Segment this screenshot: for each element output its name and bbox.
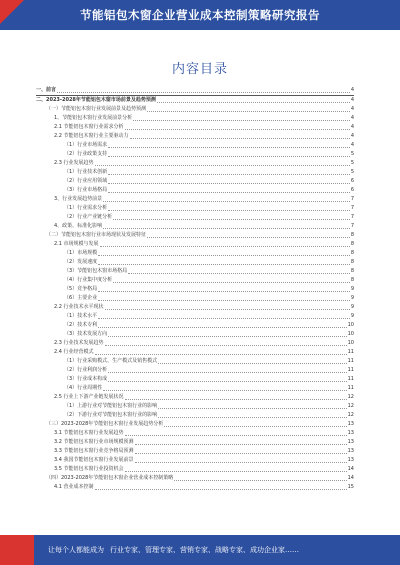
toc-leader-dots xyxy=(108,335,346,337)
toc-entry-page: 5 xyxy=(350,160,354,166)
toc-entry-page: 13 xyxy=(347,421,354,427)
toc-leader-dots xyxy=(57,91,350,93)
toc-entry[interactable] xyxy=(36,96,354,105)
toc-entry-label: （3）行业市场格局 xyxy=(64,187,108,193)
toc-leader-dots xyxy=(100,245,350,247)
toc-entry-page: 7 xyxy=(350,196,354,202)
toc-leader-dots xyxy=(113,281,350,283)
toc-entry[interactable] xyxy=(36,267,354,276)
toc-leader-dots xyxy=(98,299,350,301)
toc-entry-page: 4 xyxy=(350,97,354,103)
toc-entry-label: 2.4 行业经营模式 xyxy=(54,349,94,355)
toc-entry[interactable] xyxy=(36,321,354,330)
toc-entry[interactable] xyxy=(36,294,354,303)
toc-entry-page: 9 xyxy=(350,286,354,292)
toc-leader-dots xyxy=(125,470,347,472)
toc-entry-page: 11 xyxy=(347,376,354,382)
toc-entry-label: （1）行业市场需求 xyxy=(64,142,108,148)
toc-leader-dots xyxy=(105,344,347,346)
toc-leader-dots xyxy=(103,227,350,229)
toc-entry[interactable] xyxy=(36,438,354,447)
toc-entry-page: 11 xyxy=(347,385,354,391)
toc-leader-dots xyxy=(103,389,346,391)
toc-entry[interactable] xyxy=(36,132,354,141)
toc-entry-page: 11 xyxy=(347,349,354,355)
toc-leader-dots xyxy=(174,479,346,481)
toc-entry[interactable] xyxy=(36,186,354,195)
toc-entry[interactable] xyxy=(36,86,354,95)
toc-leader-dots xyxy=(113,218,350,220)
toc-leader-dots xyxy=(95,353,347,355)
toc-entry-page: 8 xyxy=(350,259,354,265)
toc-entry-page: 13 xyxy=(347,439,354,445)
toc-entry[interactable] xyxy=(36,249,354,258)
toc-leader-dots xyxy=(105,308,350,310)
toc-leader-dots xyxy=(158,362,346,364)
toc-leader-dots xyxy=(103,200,350,202)
toc-entry[interactable] xyxy=(36,159,354,168)
toc-entry[interactable] xyxy=(36,357,354,366)
toc-leader-dots xyxy=(98,254,350,256)
toc-entry-page: 11 xyxy=(347,358,354,364)
toc-entry[interactable] xyxy=(36,402,354,411)
toc-entry[interactable] xyxy=(36,456,354,465)
toc-entry-label: （4）行业周期性 xyxy=(64,385,103,391)
toc-entry-label: 3.4 我国节能铝包木窗行业发展前景 xyxy=(54,457,134,463)
toc-entry-label: （1）行业采购模式、生产模式及销售模式 xyxy=(64,358,158,364)
toc-entry-label: 3.1 节能铝包木窗行业发展趋势 xyxy=(54,430,124,436)
footer-slogan-lead: 让每个人都能成为 xyxy=(48,546,104,554)
toc-entry[interactable] xyxy=(36,330,354,339)
toc-leader-dots xyxy=(135,452,347,454)
toc-leader-dots xyxy=(98,326,346,328)
toc-entry-page: 11 xyxy=(347,367,354,373)
toc-leader-dots xyxy=(164,425,346,427)
toc-entry-page: 7 xyxy=(350,223,354,229)
toc-entry[interactable] xyxy=(36,393,354,402)
toc-leader-dots xyxy=(130,137,350,139)
toc-entry[interactable] xyxy=(36,465,354,474)
toc-entry[interactable] xyxy=(36,483,354,492)
toc-entry[interactable] xyxy=(36,258,354,267)
toc-entry[interactable] xyxy=(36,177,354,186)
toc-entry-label: （3）节能铝包木窗市场格局 xyxy=(64,268,128,274)
toc-entry-label: （1）行业需求分析 xyxy=(64,205,108,211)
toc-entry[interactable] xyxy=(36,411,354,420)
toc-entry-page: 15 xyxy=(347,484,354,490)
toc-entry[interactable] xyxy=(36,303,354,312)
toc-leader-dots xyxy=(135,443,347,445)
table-of-contents xyxy=(36,86,354,492)
toc-entry[interactable] xyxy=(36,348,354,357)
toc-entry-label: 2.5 行业上下游产业链发展状况 xyxy=(54,394,124,400)
toc-entry-label: （四）2023-2028年节能铝包木窗企业营业成本控制策略 xyxy=(46,475,174,481)
toc-entry[interactable] xyxy=(36,114,354,123)
toc-leader-dots xyxy=(98,263,350,265)
toc-entry-page: 12 xyxy=(347,403,354,409)
toc-leader-dots xyxy=(125,128,350,130)
toc-entry-label: （三）2023-2028年节能铝包木窗行业发展趋势分析 xyxy=(46,421,164,427)
toc-entry-page: 12 xyxy=(347,412,354,418)
toc-entry-label: （1）上游行业对节能铝包木窗行业的影响 xyxy=(64,403,158,409)
toc-leader-dots xyxy=(108,380,346,382)
toc-entry-page: 14 xyxy=(347,475,354,481)
toc-entry-label: 2.1 节能铝包木窗行业需求分析 xyxy=(54,124,124,130)
toc-entry-page: 8 xyxy=(350,241,354,247)
toc-leader-dots xyxy=(158,416,346,418)
toc-entry-label: （3）技术发展方向 xyxy=(64,331,108,337)
toc-entry-label: 2.2 行业技术水平现状 xyxy=(54,304,104,310)
toc-entry-label: （1）技术水平 xyxy=(64,313,98,319)
toc-entry[interactable] xyxy=(36,474,354,483)
toc-entry-label: 2.1 市场规模与发展 xyxy=(54,241,99,247)
toc-entry[interactable] xyxy=(36,105,354,114)
toc-entry[interactable] xyxy=(36,447,354,456)
toc-entry-page: 4 xyxy=(350,124,354,130)
toc-entry-label: （2）行业利润分析 xyxy=(64,367,108,373)
toc-entry[interactable] xyxy=(36,150,354,159)
toc-entry-label: 二、2023-2028年节能铝包木窗市场前景及趋势预测 xyxy=(36,97,156,103)
footer-slogan-tail: 行业专家、管理专家、营销专家、战略专家、成功企业家…… xyxy=(110,546,299,554)
toc-leader-dots xyxy=(108,173,350,175)
toc-leader-dots xyxy=(95,488,347,490)
toc-entry[interactable] xyxy=(36,384,354,393)
toc-entry[interactable] xyxy=(36,366,354,375)
toc-entry[interactable] xyxy=(36,123,354,132)
toc-entry-label: 一、前言 xyxy=(36,87,57,93)
toc-entry[interactable] xyxy=(36,231,354,240)
toc-entry-label: 3.2 节能铝包木窗行业市场规模预测 xyxy=(54,439,134,445)
toc-entry-page: 4 xyxy=(350,115,354,121)
toc-entry-page: 14 xyxy=(347,466,354,472)
toc-entry[interactable] xyxy=(36,213,354,222)
toc-entry-label: （2）下游行业对节能铝包木窗行业的影响 xyxy=(64,412,158,418)
toc-leader-dots xyxy=(125,398,347,400)
toc-entry-label: （6）主要企业 xyxy=(64,295,98,301)
toc-entry-page: 12 xyxy=(347,394,354,400)
toc-entry-label: （5）竞争格局 xyxy=(64,286,98,292)
report-title: 节能铝包木窗企业营业成本控制策略研究报告 xyxy=(80,8,320,22)
toc-leader-dots xyxy=(108,182,350,184)
toc-entry[interactable] xyxy=(36,276,354,285)
toc-entry-page: 4 xyxy=(350,133,354,139)
toc-leader-dots xyxy=(108,371,346,373)
toc-entry-label: 2.2 节能铝包木窗行业主要驱动力 xyxy=(54,133,129,139)
toc-entry-page: 6 xyxy=(350,178,354,184)
toc-entry[interactable] xyxy=(36,168,354,177)
toc-leader-dots xyxy=(98,290,350,292)
footer-slogan xyxy=(48,535,299,565)
toc-leader-dots xyxy=(135,461,347,463)
toc-entry-label: （4）行业集中度分析 xyxy=(64,277,113,283)
toc-entry-label: （2）行业应用领域 xyxy=(64,178,108,184)
toc-entry-label: 4.1 营业成本控制 xyxy=(54,484,94,490)
toc-entry-label: （一）节能铝包木窗行业发展前景及趋势预测 xyxy=(46,106,147,112)
toc-entry-page: 8 xyxy=(350,268,354,274)
toc-leader-dots xyxy=(98,317,350,319)
toc-leader-dots xyxy=(108,155,350,157)
toc-entry[interactable] xyxy=(36,285,354,294)
toc-entry-label: 2.3 行业技术发展趋势 xyxy=(54,340,104,346)
toc-entry-page: 10 xyxy=(347,331,354,337)
toc-leader-dots xyxy=(108,191,350,193)
toc-entry-page: 8 xyxy=(350,232,354,238)
toc-entry-label: 1、节能铝包木窗行业发展前景分析 xyxy=(54,115,133,121)
toc-entry[interactable] xyxy=(36,204,354,213)
toc-entry-page: 7 xyxy=(350,214,354,220)
toc-entry-page: 5 xyxy=(350,169,354,175)
toc-entry-label: 3.3 节能铝包木窗行业竞争格局预测 xyxy=(54,448,134,454)
toc-entry-label: （2）技术专利 xyxy=(64,322,98,328)
toc-leader-dots xyxy=(147,110,350,112)
toc-entry-label: 3.5 节能铝包木窗行业投资机会 xyxy=(54,466,124,472)
toc-entry-label: （3）行业成本构成 xyxy=(64,376,108,382)
toc-entry-page: 10 xyxy=(347,322,354,328)
toc-leader-dots xyxy=(158,407,346,409)
toc-entry-label: 2.3 行业发展趋势 xyxy=(54,160,94,166)
toc-entry-page: 13 xyxy=(347,430,354,436)
toc-entry-page: 7 xyxy=(350,205,354,211)
toc-entry-page: 9 xyxy=(350,313,354,319)
toc-entry-page: 5 xyxy=(350,151,354,157)
toc-entry-page: 9 xyxy=(350,295,354,301)
toc-leader-dots xyxy=(108,146,350,148)
toc-entry-page: 6 xyxy=(350,187,354,193)
toc-entry[interactable] xyxy=(36,195,354,204)
toc-entry-label: （二）节能铝包木窗行业市场现状及发展特征 xyxy=(46,232,147,238)
toc-entry-page: 13 xyxy=(347,448,354,454)
toc-entry[interactable] xyxy=(36,222,354,231)
toc-entry[interactable] xyxy=(36,141,354,150)
toc-leader-dots xyxy=(128,272,350,274)
toc-entry-label: （2）发展速度 xyxy=(64,259,98,265)
toc-entry[interactable] xyxy=(36,420,354,429)
toc-entry-label: 4、政策、标准化影响 xyxy=(54,223,103,229)
toc-leader-dots xyxy=(147,236,350,238)
toc-entry[interactable] xyxy=(36,375,354,384)
toc-entry-page: 8 xyxy=(350,250,354,256)
toc-entry-page: 4 xyxy=(350,106,354,112)
toc-entry-label: 3、行业发展趋势前景 xyxy=(54,196,103,202)
toc-entry-label: （2）行业政策支持 xyxy=(64,151,108,157)
toc-entry-page: 9 xyxy=(350,304,354,310)
toc-leader-dots xyxy=(125,434,347,436)
toc-leader-dots xyxy=(108,209,350,211)
toc-title: 内容目录 xyxy=(171,62,228,77)
toc-entry-page: 4 xyxy=(350,87,354,93)
toc-entry-page: 10 xyxy=(347,340,354,346)
toc-leader-dots xyxy=(133,119,350,121)
toc-leader-dots xyxy=(95,164,350,166)
toc-entry-page: 8 xyxy=(350,277,354,283)
toc-entry-label: （1）市场规模 xyxy=(64,250,98,256)
toc-entry-page: 13 xyxy=(347,457,354,463)
toc-entry[interactable] xyxy=(36,339,354,348)
toc-entry[interactable] xyxy=(36,429,354,438)
toc-entry[interactable] xyxy=(36,312,354,321)
footer-red-block xyxy=(0,535,34,565)
toc-entry-label: （2）行业产业链分析 xyxy=(64,214,113,220)
toc-entry[interactable] xyxy=(36,240,354,249)
toc-entry-label: （1）行业技术创新 xyxy=(64,169,108,175)
toc-entry-page: 4 xyxy=(350,142,354,148)
toc-leader-dots xyxy=(157,101,350,103)
